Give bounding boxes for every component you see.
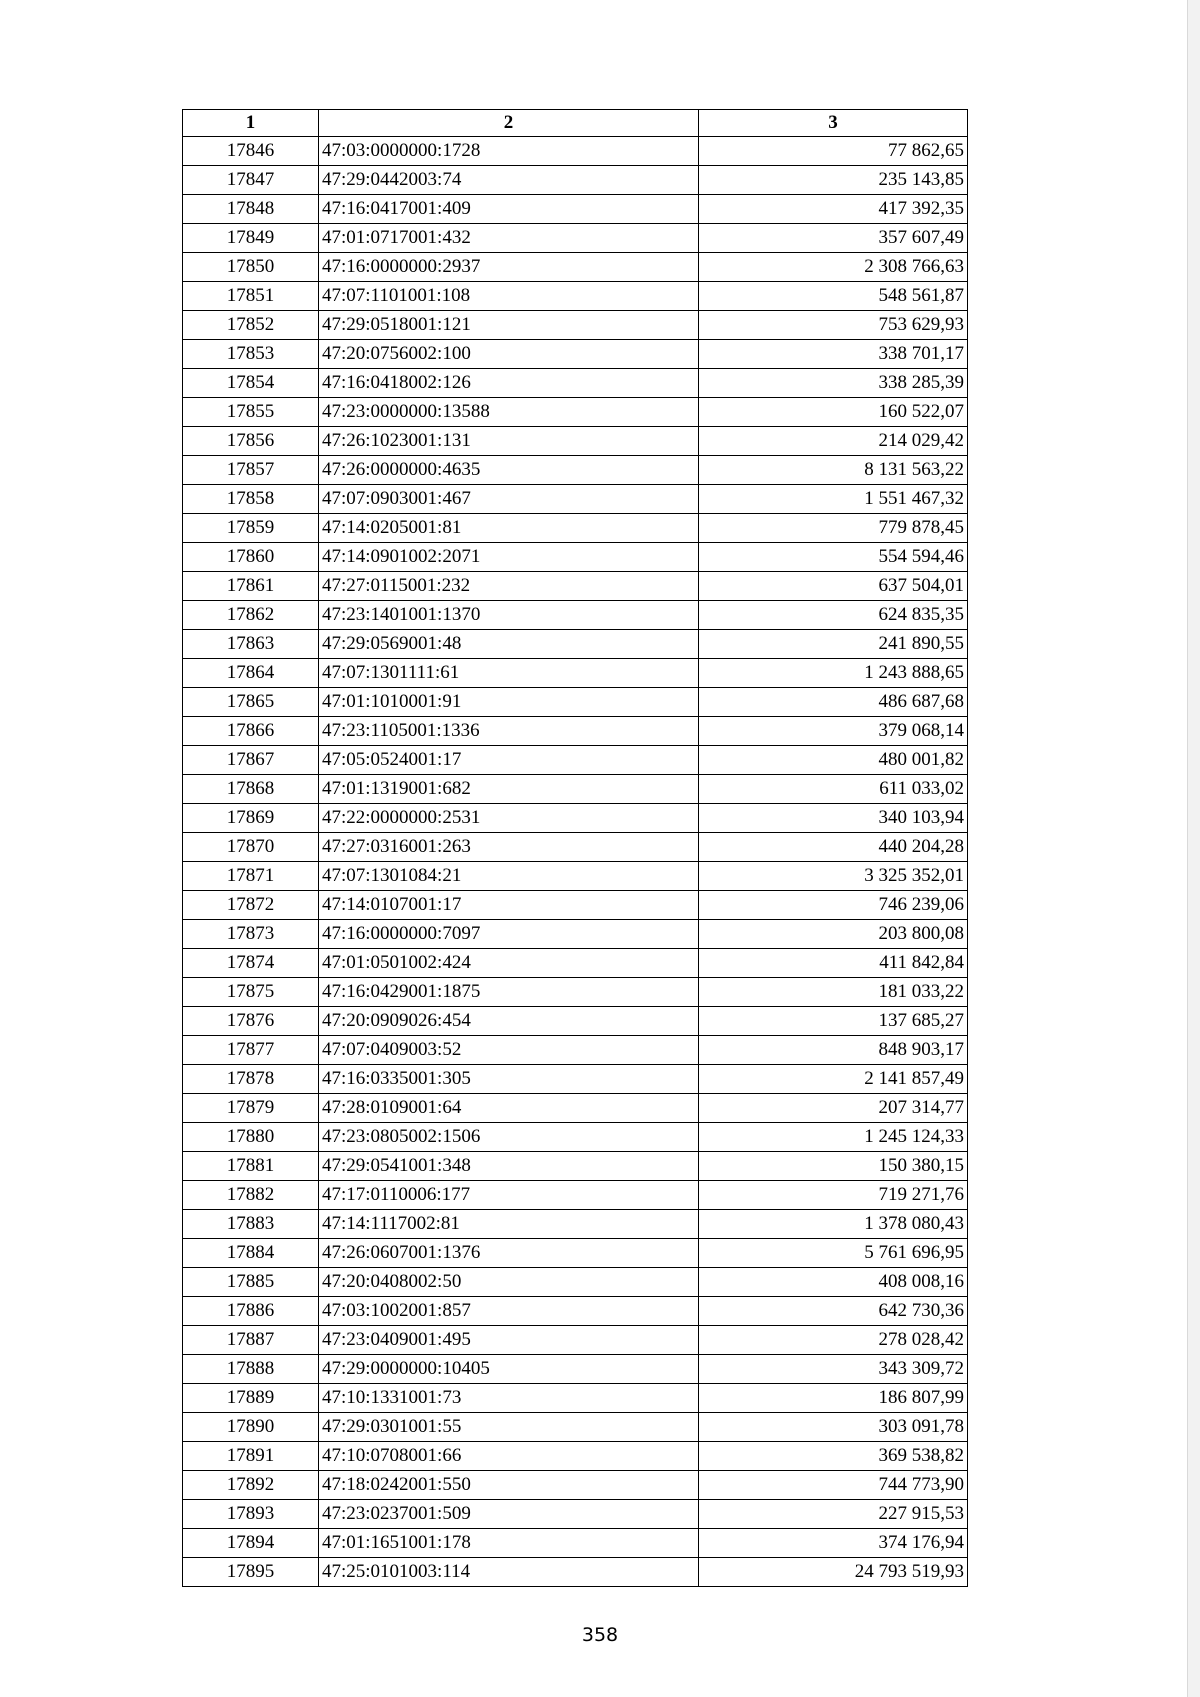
row-number-cell: 17869: [183, 804, 319, 833]
table-row: [183, 1297, 968, 1326]
column-header-2: 2: [319, 110, 699, 137]
table-row: [183, 1384, 968, 1413]
row-number-cell: 17864: [183, 659, 319, 688]
value-cell: 150 380,15: [699, 1152, 968, 1181]
cadastral-number-cell: 47:14:0901002:2071: [319, 543, 699, 572]
row-number-cell: 17848: [183, 195, 319, 224]
table-row: [183, 1094, 968, 1123]
row-number-cell: 17879: [183, 1094, 319, 1123]
row-number-cell: 17883: [183, 1210, 319, 1239]
value-cell: 486 687,68: [699, 688, 968, 717]
table-row: [183, 1529, 968, 1558]
cadastral-number-cell: 47:27:0115001:232: [319, 572, 699, 601]
value-cell: 719 271,76: [699, 1181, 968, 1210]
table-row: [183, 1210, 968, 1239]
table-row: [183, 514, 968, 543]
table-row: [183, 1239, 968, 1268]
table-body: [183, 137, 968, 1587]
row-number-cell: 17873: [183, 920, 319, 949]
value-cell: 2 308 766,63: [699, 253, 968, 282]
row-number-cell: 17846: [183, 137, 319, 166]
cadastral-number-cell: 47:01:0501002:424: [319, 949, 699, 978]
cadastral-number-cell: 47:14:1117002:81: [319, 1210, 699, 1239]
cadastral-number-cell: 47:16:0417001:409: [319, 195, 699, 224]
cadastral-number-cell: 47:07:0409003:52: [319, 1036, 699, 1065]
table-row: [183, 804, 968, 833]
value-cell: 642 730,36: [699, 1297, 968, 1326]
row-number-cell: 17884: [183, 1239, 319, 1268]
value-cell: 357 607,49: [699, 224, 968, 253]
table-row: [183, 1413, 968, 1442]
value-cell: 1 245 124,33: [699, 1123, 968, 1152]
value-cell: 848 903,17: [699, 1036, 968, 1065]
row-number-cell: 17849: [183, 224, 319, 253]
cadastral-number-cell: 47:23:1401001:1370: [319, 601, 699, 630]
row-number-cell: 17851: [183, 282, 319, 311]
value-cell: 181 033,22: [699, 978, 968, 1007]
cadastral-number-cell: 47:29:0518001:121: [319, 311, 699, 340]
value-cell: 214 029,42: [699, 427, 968, 456]
value-cell: 554 594,46: [699, 543, 968, 572]
value-cell: 303 091,78: [699, 1413, 968, 1442]
row-number-cell: 17850: [183, 253, 319, 282]
row-number-cell: 17889: [183, 1384, 319, 1413]
table-row: [183, 195, 968, 224]
value-cell: 746 239,06: [699, 891, 968, 920]
table-row: [183, 572, 968, 601]
value-cell: 1 378 080,43: [699, 1210, 968, 1239]
row-number-cell: 17877: [183, 1036, 319, 1065]
row-number-cell: 17881: [183, 1152, 319, 1181]
row-number-cell: 17875: [183, 978, 319, 1007]
row-number-cell: 17857: [183, 456, 319, 485]
value-cell: 411 842,84: [699, 949, 968, 978]
cadastral-number-cell: 47:10:0708001:66: [319, 1442, 699, 1471]
table-row: [183, 427, 968, 456]
cadastral-number-cell: 47:07:1301111:61: [319, 659, 699, 688]
value-cell: 374 176,94: [699, 1529, 968, 1558]
row-number-cell: 17863: [183, 630, 319, 659]
value-cell: 227 915,53: [699, 1500, 968, 1529]
value-cell: 343 309,72: [699, 1355, 968, 1384]
table-row: [183, 978, 968, 1007]
row-number-cell: 17886: [183, 1297, 319, 1326]
table-row: [183, 1355, 968, 1384]
table-row: [183, 1326, 968, 1355]
cadastral-number-cell: 47:01:1651001:178: [319, 1529, 699, 1558]
row-number-cell: 17852: [183, 311, 319, 340]
row-number-cell: 17865: [183, 688, 319, 717]
table-row: [183, 253, 968, 282]
table-row: [183, 1471, 968, 1500]
cadastral-number-cell: 47:25:0101003:114: [319, 1558, 699, 1587]
value-cell: 241 890,55: [699, 630, 968, 659]
page-number: 358: [581, 1624, 619, 1646]
value-cell: 1 243 888,65: [699, 659, 968, 688]
row-number-cell: 17895: [183, 1558, 319, 1587]
table-row: [183, 659, 968, 688]
table-row: [183, 137, 968, 166]
cadastral-number-cell: 47:26:1023001:131: [319, 427, 699, 456]
cadastral-number-cell: 47:27:0316001:263: [319, 833, 699, 862]
cadastral-number-cell: 47:17:0110006:177: [319, 1181, 699, 1210]
value-cell: 744 773,90: [699, 1471, 968, 1500]
row-number-cell: 17861: [183, 572, 319, 601]
value-cell: 779 878,45: [699, 514, 968, 543]
cadastral-number-cell: 47:23:0409001:495: [319, 1326, 699, 1355]
cadastral-number-cell: 47:29:0569001:48: [319, 630, 699, 659]
cadastral-number-cell: 47:22:0000000:2531: [319, 804, 699, 833]
cadastral-number-cell: 47:20:0909026:454: [319, 1007, 699, 1036]
value-cell: 24 793 519,93: [699, 1558, 968, 1587]
table-row: [183, 949, 968, 978]
row-number-cell: 17858: [183, 485, 319, 514]
row-number-cell: 17880: [183, 1123, 319, 1152]
data-table: [182, 109, 968, 1587]
row-number-cell: 17876: [183, 1007, 319, 1036]
value-cell: 753 629,93: [699, 311, 968, 340]
value-cell: 5 761 696,95: [699, 1239, 968, 1268]
cadastral-number-cell: 47:29:0541001:348: [319, 1152, 699, 1181]
cadastral-number-cell: 47:29:0442003:74: [319, 166, 699, 195]
table-row: [183, 166, 968, 195]
row-number-cell: 17894: [183, 1529, 319, 1558]
row-number-cell: 17847: [183, 166, 319, 195]
table-row: [183, 717, 968, 746]
row-number-cell: 17856: [183, 427, 319, 456]
cadastral-number-cell: 47:05:0524001:17: [319, 746, 699, 775]
row-number-cell: 17885: [183, 1268, 319, 1297]
row-number-cell: 17893: [183, 1500, 319, 1529]
value-cell: 408 008,16: [699, 1268, 968, 1297]
value-cell: 369 538,82: [699, 1442, 968, 1471]
value-cell: 77 862,65: [699, 137, 968, 166]
cadastral-number-cell: 47:23:0805002:1506: [319, 1123, 699, 1152]
row-number-cell: 17887: [183, 1326, 319, 1355]
cadastral-number-cell: 47:20:0408002:50: [319, 1268, 699, 1297]
row-number-cell: 17890: [183, 1413, 319, 1442]
value-cell: 548 561,87: [699, 282, 968, 311]
row-number-cell: 17874: [183, 949, 319, 978]
value-cell: 203 800,08: [699, 920, 968, 949]
cadastral-number-cell: 47:07:1301084:21: [319, 862, 699, 891]
table-row: [183, 891, 968, 920]
cadastral-number-cell: 47:16:0335001:305: [319, 1065, 699, 1094]
value-cell: 624 835,35: [699, 601, 968, 630]
row-number-cell: 17867: [183, 746, 319, 775]
cadastral-number-cell: 47:14:0205001:81: [319, 514, 699, 543]
row-number-cell: 17868: [183, 775, 319, 804]
table-row: [183, 630, 968, 659]
table-row: [183, 1500, 968, 1529]
row-number-cell: 17855: [183, 398, 319, 427]
cadastral-number-cell: 47:28:0109001:64: [319, 1094, 699, 1123]
value-cell: 235 143,85: [699, 166, 968, 195]
cadastral-number-cell: 47:26:0000000:4635: [319, 456, 699, 485]
table-row: [183, 1123, 968, 1152]
table-row: [183, 1268, 968, 1297]
row-number-cell: 17882: [183, 1181, 319, 1210]
row-number-cell: 17878: [183, 1065, 319, 1094]
cadastral-number-cell: 47:18:0242001:550: [319, 1471, 699, 1500]
table-row: [183, 1065, 968, 1094]
value-cell: 3 325 352,01: [699, 862, 968, 891]
cadastral-number-cell: 47:16:0000000:7097: [319, 920, 699, 949]
row-number-cell: 17859: [183, 514, 319, 543]
value-cell: 338 701,17: [699, 340, 968, 369]
value-cell: 8 131 563,22: [699, 456, 968, 485]
row-number-cell: 17853: [183, 340, 319, 369]
table-row: [183, 1036, 968, 1065]
cadastral-number-cell: 47:10:1331001:73: [319, 1384, 699, 1413]
cadastral-number-cell: 47:16:0418002:126: [319, 369, 699, 398]
value-cell: 338 285,39: [699, 369, 968, 398]
cadastral-number-cell: 47:29:0301001:55: [319, 1413, 699, 1442]
cadastral-number-cell: 47:07:0903001:467: [319, 485, 699, 514]
cadastral-number-cell: 47:23:0000000:13588: [319, 398, 699, 427]
value-cell: 1 551 467,32: [699, 485, 968, 514]
value-cell: 379 068,14: [699, 717, 968, 746]
value-cell: 137 685,27: [699, 1007, 968, 1036]
cadastral-number-cell: 47:14:0107001:17: [319, 891, 699, 920]
row-number-cell: 17871: [183, 862, 319, 891]
cadastral-number-cell: 47:16:0429001:1875: [319, 978, 699, 1007]
table-row: [183, 601, 968, 630]
table-row: [183, 224, 968, 253]
table-row: [183, 340, 968, 369]
table-row: [183, 688, 968, 717]
table-row: [183, 920, 968, 949]
table-row: [183, 311, 968, 340]
cadastral-number-cell: 47:23:0237001:509: [319, 1500, 699, 1529]
column-header-3: 3: [699, 110, 968, 137]
cadastral-number-cell: 47:20:0756002:100: [319, 340, 699, 369]
table-row: [183, 1442, 968, 1471]
value-cell: 440 204,28: [699, 833, 968, 862]
value-cell: 611 033,02: [699, 775, 968, 804]
table-row: [183, 833, 968, 862]
table-row: [183, 398, 968, 427]
table-row: [183, 1007, 968, 1036]
cadastral-number-cell: 47:01:0717001:432: [319, 224, 699, 253]
table-row: [183, 862, 968, 891]
table-row: [183, 746, 968, 775]
value-cell: 160 522,07: [699, 398, 968, 427]
column-header-1: 1: [183, 110, 319, 137]
value-cell: 278 028,42: [699, 1326, 968, 1355]
row-number-cell: 17888: [183, 1355, 319, 1384]
cadastral-number-cell: 47:16:0000000:2937: [319, 253, 699, 282]
table-row: [183, 1558, 968, 1587]
table-row: [183, 282, 968, 311]
row-number-cell: 17860: [183, 543, 319, 572]
row-number-cell: 17892: [183, 1471, 319, 1500]
row-number-cell: 17870: [183, 833, 319, 862]
cadastral-number-cell: 47:03:0000000:1728: [319, 137, 699, 166]
cadastral-number-cell: 47:01:1010001:91: [319, 688, 699, 717]
cadastral-number-cell: 47:03:1002001:857: [319, 1297, 699, 1326]
row-number-cell: 17866: [183, 717, 319, 746]
cadastral-number-cell: 47:29:0000000:10405: [319, 1355, 699, 1384]
page-edge: [1187, 0, 1200, 1697]
value-cell: 186 807,99: [699, 1384, 968, 1413]
cadastral-number-cell: 47:23:1105001:1336: [319, 717, 699, 746]
table-row: [183, 1152, 968, 1181]
row-number-cell: 17862: [183, 601, 319, 630]
value-cell: 480 001,82: [699, 746, 968, 775]
table-row: [183, 485, 968, 514]
table-row: [183, 456, 968, 485]
table-row: [183, 369, 968, 398]
cadastral-number-cell: 47:26:0607001:1376: [319, 1239, 699, 1268]
row-number-cell: 17891: [183, 1442, 319, 1471]
value-cell: 340 103,94: [699, 804, 968, 833]
cadastral-number-cell: 47:01:1319001:682: [319, 775, 699, 804]
row-number-cell: 17854: [183, 369, 319, 398]
table-row: [183, 775, 968, 804]
row-number-cell: 17872: [183, 891, 319, 920]
value-cell: 2 141 857,49: [699, 1065, 968, 1094]
cadastral-number-cell: 47:07:1101001:108: [319, 282, 699, 311]
value-cell: 417 392,35: [699, 195, 968, 224]
table-row: [183, 543, 968, 572]
value-cell: 207 314,77: [699, 1094, 968, 1123]
value-cell: 637 504,01: [699, 572, 968, 601]
table-header-row: [183, 110, 968, 137]
table-row: [183, 1181, 968, 1210]
